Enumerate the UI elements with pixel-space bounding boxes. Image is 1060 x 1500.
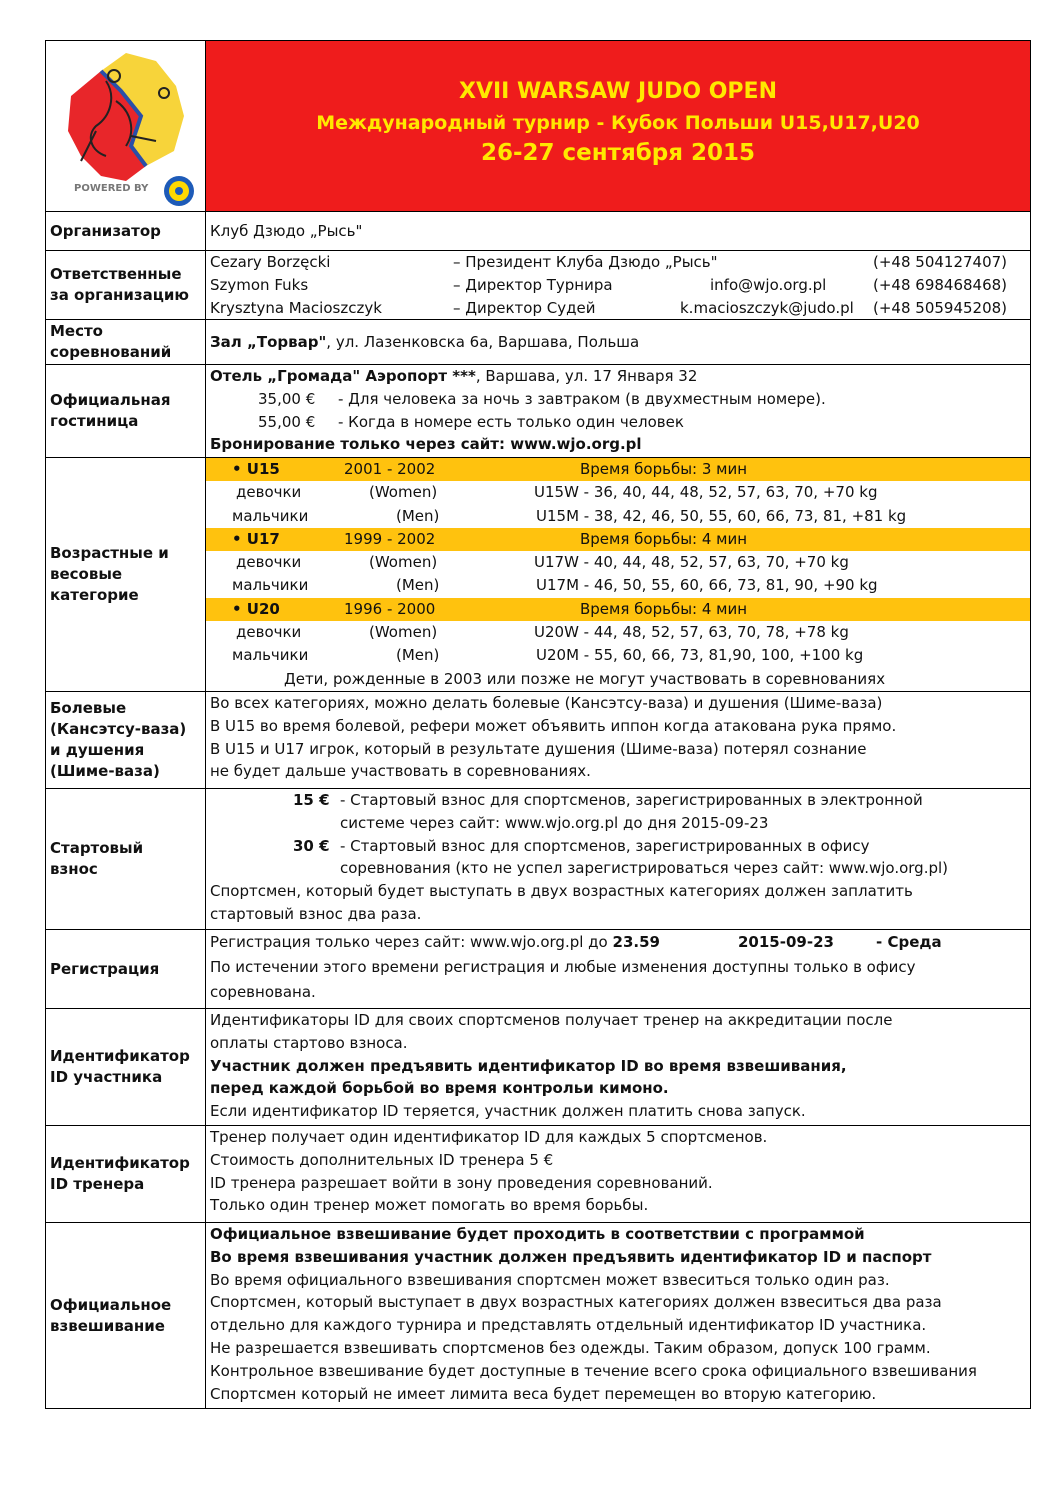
category-header-u15: • U15 2001 - 2002 Время борьбы: 3 мин xyxy=(206,458,1030,481)
fee-info: 15 € - Стартовый взнос для спортсменов, зарегистрированных в электронной системе через сайт: www.wjo.org.pl до дня 2015-09-23 30 € - Стартовый взнос для спортсменов, зарегистрированных в офису соревнования (кто не успел зарегистрироваться через сайт: www.wjo.org.pl) Спортсмен, который будет выступать в двух возрастных категориях должен заплатить стартовый взнос два раза. xyxy=(210,791,948,923)
registration-label: Регистрация xyxy=(46,930,206,1008)
hotel-info: Отель „Громада" Аэропорт ***, Варшава, ул. 17 Января 32 35,00 € - Для человека за ночь з завтраком (в двухместным номере). 55,00 € - Когда в номере есть только один человек Бронирование только через сайт: www.wjo.org.pl xyxy=(206,365,1030,457)
categories-label: Возрастные и весовые категорие xyxy=(46,458,206,691)
category-girls-u15: девочки (Women) U15W - 36, 40, 44, 48, 52, 57, 63, 70, +70 kg xyxy=(236,483,878,502)
tournament-dates: 26-27 сентября 2015 xyxy=(480,140,756,166)
categories-row xyxy=(46,457,1030,691)
category-girls-u20: девочки (Women) U20W - 44, 48, 52, 57, 63, 70, 78, +78 kg xyxy=(236,623,849,642)
weighin-label: Официальное взвешивание xyxy=(46,1223,206,1408)
email-link[interactable]: k.macioszczyk@judo.pl xyxy=(680,298,854,317)
fee-row xyxy=(46,788,1030,929)
registration-row xyxy=(46,929,1030,1008)
registration-info: Регистрация только через сайт: www.wjo.org.pl до 23.59 2015-09-23 - Среда По истечении этого времени регистрация и любые изменения доступны только в офису соревнована. xyxy=(210,933,942,1001)
athlete-id-label: Идентификатор ID участника xyxy=(46,1009,206,1125)
hotel-row xyxy=(46,364,1030,457)
tournament-document xyxy=(45,40,1031,1409)
title-banner xyxy=(206,41,1030,211)
logo-caption: POWERED BY xyxy=(74,183,149,194)
coach-id-row xyxy=(46,1125,1030,1222)
responsible-person-1: Cezary Borzęcki – Президент Клуба Дзюдо „Рысь" (+48 504127407) xyxy=(210,253,1008,271)
tournament-logo xyxy=(46,41,206,211)
category-boys-u15: мальчики (Men) U15M - 38, 42, 46, 50, 55, 60, 66, 73, 81, +81 kg xyxy=(232,506,907,525)
venue-label: Место соревнований xyxy=(46,320,206,364)
submissions-label: Болевые (Кансэтсу-ваза) и душения (Шиме-ваза) xyxy=(46,692,206,788)
coach-id-info: Тренер получает один идентификатор ID для каждых 5 спортсменов. Стоимость дополнительных ID тренера 5 € ID тренера разрешает войти в зону проведения соревнований. Только один тренер может помогать во время борьбы. xyxy=(210,1128,768,1215)
category-boys-u17: мальчики (Men) U17M - 46, 50, 55, 60, 66, 73, 81, 90, +90 kg xyxy=(232,576,878,595)
weighin-row xyxy=(46,1222,1030,1408)
venue-value: Зал „Торвар", ул. Лазенковска 6а, Варшава, Польша xyxy=(210,333,640,351)
header-row xyxy=(46,41,1030,211)
organizer-value: Клуб Дзюдо „Рысь" xyxy=(210,222,363,240)
responsible-person-2: Szymon Fuks – Директор Турнира info@wjo.org.pl (+48 698468468) xyxy=(210,274,1030,297)
athlete-id-info: Идентификаторы ID для своих спортсменов получает тренер на аккредитации после оплаты стартово взноса. Участник должен предъявить идентификатор ID во время взвешивания, перед каждой борьбой во время контрольи кимоно. Если идентификатор ID теряется, участник должен платить снова запуск. xyxy=(210,1011,893,1121)
organizer-label: Организатор xyxy=(46,212,206,250)
email-link[interactable]: info@wjo.org.pl xyxy=(710,275,827,294)
fee-label: Стартовый взнос xyxy=(46,789,206,929)
venue-row xyxy=(46,319,1030,364)
category-header-u20: • U20 1996 - 2000 Время борьбы: 4 мин xyxy=(206,598,1030,621)
responsible-person-3: Krysztyna Macioszczyk – Директор Судей k.macioszczyk@judo.pl (+48 505945208) xyxy=(210,297,1030,320)
booking-note: Бронирование только через сайт: www.wjo.org.pl xyxy=(210,435,642,454)
coach-id-label: Идентификатор ID тренера xyxy=(46,1126,206,1222)
responsible-label: Ответственные за организацию xyxy=(46,251,206,319)
responsible-list xyxy=(206,251,1030,319)
category-age-note: Дети, рожденные в 2003 или позже не могут участвовать в соревнованиях xyxy=(284,669,886,688)
category-header-u17: • U17 1999 - 2002 Время борьбы: 4 мин xyxy=(206,528,1030,551)
tournament-subtitle: Международный турнир - Кубок Польши U15,U17,U20 xyxy=(316,112,920,134)
tournament-title: XVII WARSAW JUDO OPEN xyxy=(458,79,777,104)
submissions-row xyxy=(46,691,1030,788)
organizer-row xyxy=(46,211,1030,250)
weighin-info: Официальное взвешивание будет проходить в соответствии с программой Во время взвешивания участник должен предъявить идентификатор ID и паспорт Во время официального взвешивания спортсмен может взвеситься только один раз. Спортсмен, который выступает в двух возрастных категориях должен взвеситься два раза отдельно для каждого турнира и представлять отдельный идентификатор ID участника. Не разрешается взвешивать спортсменов без одежды. Таким образом, допуск 100 грамм. Контрольное взвешивание будет доступные в течение всего срока официального взвешивания Спортсмен который не имеет лимита веса будет перемещен во вторую категорию. xyxy=(210,1225,977,1403)
category-girls-u17: девочки (Women) U17W - 40, 44, 48, 52, 57, 63, 70, +70 kg xyxy=(236,553,849,572)
responsible-row xyxy=(46,250,1030,319)
hotel-label: Официальная гостиница xyxy=(46,365,206,457)
categories-table xyxy=(206,458,1030,691)
submissions-rules: Во всех категориях, можно делать болевые (Кансэтсу-ваза) и душения (Шиме-ваза) В U15 во время болевой, рефери может объявить иппон когда атакована рука прямо. В U15 и U17 игрок, который в результате душения (Шиме-ваза) потерял сознание не будет дальше участвовать в соревнованиях. xyxy=(210,694,897,781)
category-boys-u20: мальчики (Men) U20M - 55, 60, 66, 73, 81,90, 100, +100 kg xyxy=(232,646,864,665)
athlete-id-row xyxy=(46,1008,1030,1125)
